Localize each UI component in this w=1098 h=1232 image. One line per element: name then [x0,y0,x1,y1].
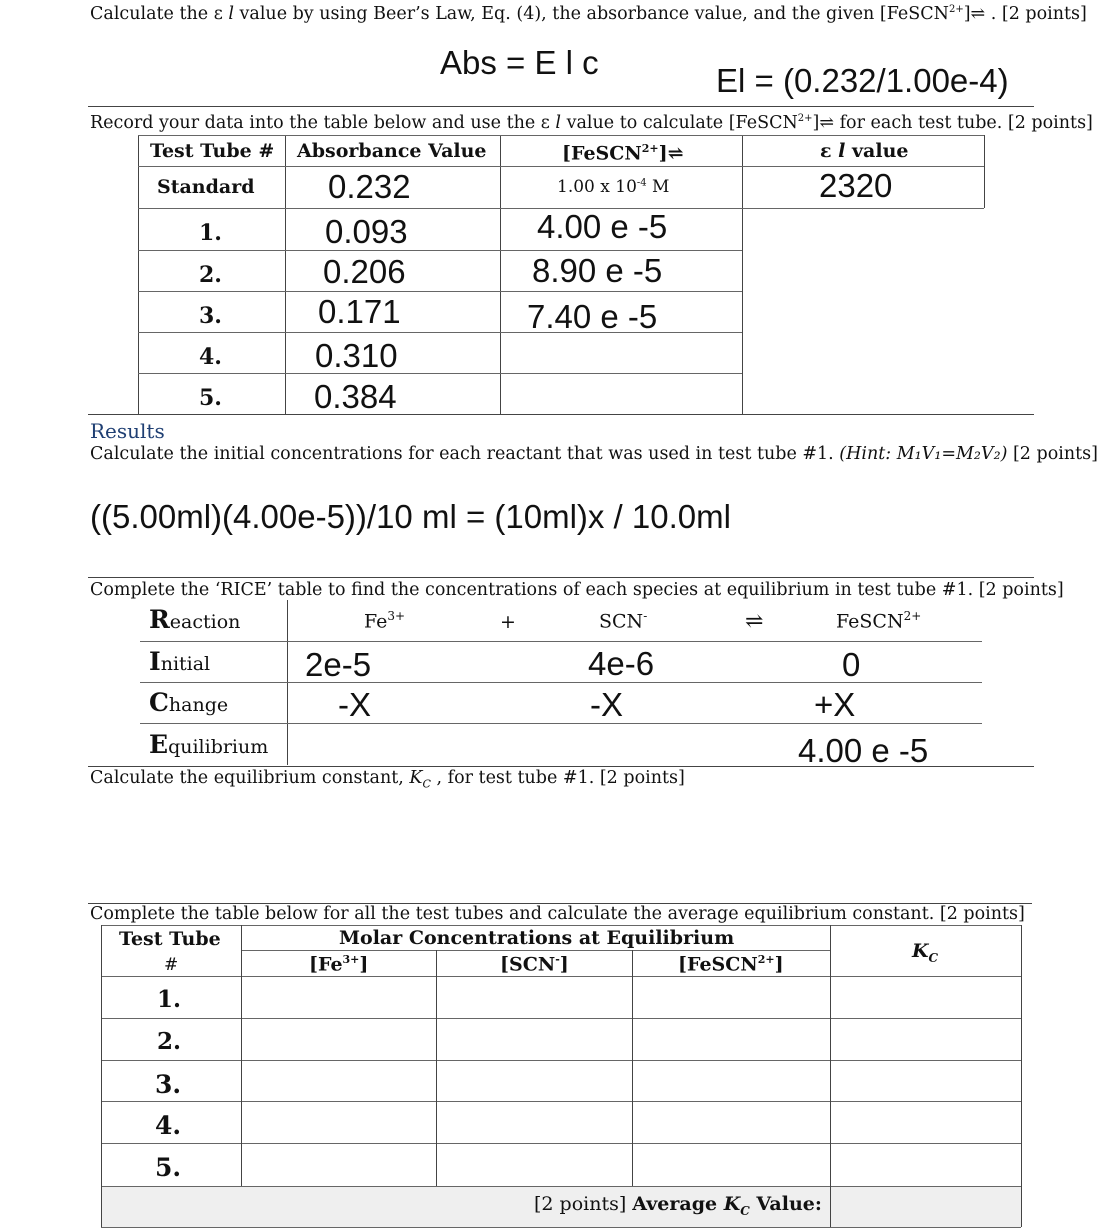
table-line [101,1186,1021,1187]
handwritten-beers-law: Abs = E l c [440,44,599,81]
rice-change-fe: -X [338,686,371,723]
table-line [1021,925,1022,1227]
tube-2-absorbance: 0.206 [323,253,406,290]
results-heading: Results [90,419,165,443]
header-el-value: ε l value [820,140,909,162]
species-fe: $Fe^{3+}$ [364,609,406,633]
table-line [101,1143,1021,1144]
rice-label-equilibrium: Equilibrium [149,730,269,759]
rice-initial-fescn: 0 [842,646,861,683]
tube-3-absorbance: 0.171 [318,293,401,330]
table-line [140,723,982,724]
final-row-3-label: 3. [155,1070,182,1099]
header-concentration: [FeSCN$^{2+}$]⇌ [562,142,684,165]
table-line [101,925,1021,926]
final-header-fescn: [FeSCN$^{2+}$] [678,953,784,976]
table-line [830,925,831,1227]
tube-1-label: 1. [199,220,222,246]
final-header-tube: Test Tube [119,928,221,950]
table-line [632,950,633,1186]
tube-3-concentration: 7.40 e -5 [527,298,658,335]
header-absorbance: Absorbance Value [297,140,487,162]
data-instruction: Record your data into the table below and use the ε l value to calculate [FeSCN$^{2+}$]⇌ for each test tube. [2 points] [90,113,1093,133]
final-header-kc: $K_C$ [912,940,939,965]
standard-absorbance: 0.232 [328,168,411,205]
table-line [241,950,830,951]
tube-2-label: 2. [199,262,222,288]
species-plus: + [500,611,516,633]
table-line [984,135,985,208]
table-line [742,135,743,415]
rice-instruction: Complete the ‘RICE’ table to find the concentrations of each species at equilibrium in test tube #1. [2 points] [90,580,1064,600]
el-instruction: Calculate the ε l value by using Beer’s Law, Eq. (4), the absorbance value, and the given [FeSCN$^{2+}$]⇌ . [2 points] [90,4,1087,24]
standard-concentration: 1.00 x $10^{-4}$ M [557,177,670,197]
table-line [101,925,102,1227]
rice-equilibrium-fescn: 4.00 e -5 [798,732,929,769]
tube-4-label: 4. [199,344,222,370]
divider [88,414,1034,415]
rice-initial-scn: 4e-6 [588,645,655,682]
results-instruction: Calculate the initial concentrations for each reactant that was used in test tube #1. (Hint: M₁V₁=M₂V₂) [2 points] [90,444,1098,464]
rice-label-reaction: Reaction [149,605,241,634]
standard-el-value: 2320 [819,167,893,204]
final-row-5-label: 5. [155,1153,182,1182]
table-line [101,1060,1021,1061]
divider [88,106,1034,107]
final-row-4-label: 4. [155,1111,182,1140]
table-line [241,925,242,1186]
species-fescn: FeSCN$^{2+}$ [836,609,922,633]
handwritten-el-calc: El = (0.232/1.00e-4) [716,62,1009,99]
kc-instruction: Calculate the equilibrium constant, $K_C$ , for test tube #1. [2 points] [90,768,685,791]
tube-5-absorbance: 0.384 [314,378,397,415]
handwritten-dilution: ((5.00ml)(4.00e-5))/10 ml = (10ml)x / 10.0ml [90,498,731,535]
final-row-2-label: 2. [157,1028,182,1055]
final-header-scn: [SCN-] [500,953,569,976]
tube-2-concentration: 8.90 e -5 [532,252,663,289]
rice-change-scn: -X [590,686,623,723]
header-test-tube: Test Tube # [150,140,275,162]
tube-1-absorbance: 0.093 [325,213,408,250]
table-line [138,291,742,292]
rice-label-initial: Initial [149,647,211,676]
equilibrium-arrow-icon: ⇌ [745,609,764,634]
final-header-tube-hash: # [164,955,179,975]
rice-initial-fe: 2e-5 [305,646,372,683]
tube-4-absorbance: 0.310 [315,337,398,374]
rice-label-change: Change [149,688,229,717]
table-line [101,1227,1021,1228]
table-line [436,950,437,1186]
table-line [101,1101,1021,1102]
final-header-molar: Molar Concentrations at Equilibrium [339,927,735,949]
final-row-1-label: 1. [157,986,182,1013]
divider [88,577,1034,578]
species-scn: SCN- [599,609,648,633]
average-kc-label: [2 points] Average $K_C$ Value: [534,1193,822,1218]
tube-3-label: 3. [199,303,222,329]
table-line [101,1018,1021,1019]
rice-change-fescn: +X [814,686,856,723]
table-line [140,641,982,642]
tube-5-label: 5. [199,385,222,411]
tube-1-concentration: 4.00 e -5 [537,208,668,245]
final-header-fe: $[Fe^{3+}]$ [309,953,369,976]
table-line [138,135,984,136]
table-line [138,250,742,251]
standard-label: Standard [157,176,255,198]
table-line [138,373,742,374]
table-line [101,976,1021,977]
final-table-instruction: Complete the table below for all the test tubes and calculate the average equilibrium constant. [2 points] [90,904,1025,924]
